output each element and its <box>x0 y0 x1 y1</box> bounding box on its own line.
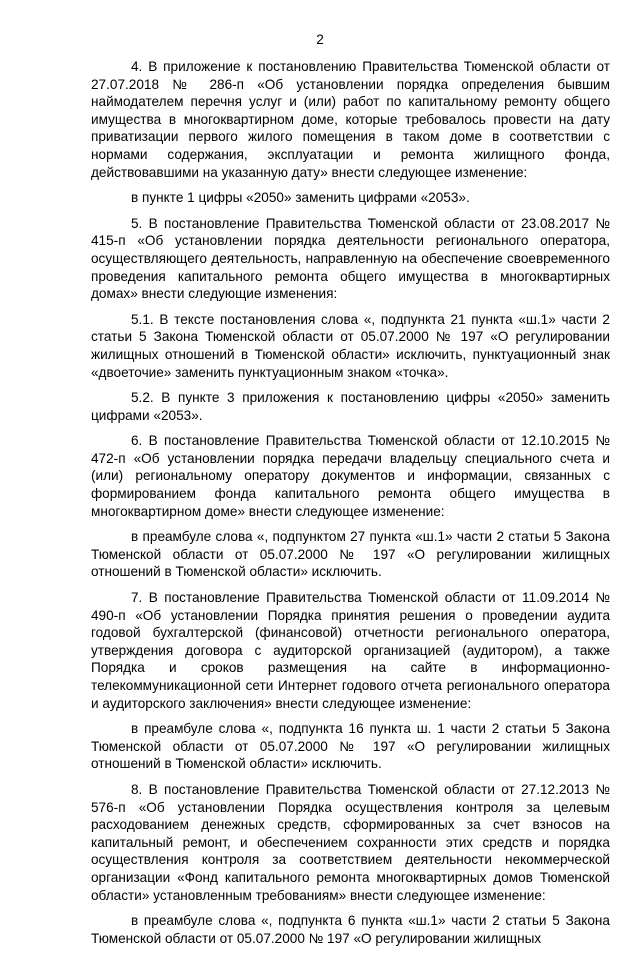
paragraph-item-6-change: в преамбуле слова «, подпунктом 27 пункта «ш.1» части 2 статьи 5 Закона Тюменской области от 05.07.2000 № 197 «О регулировании жилищных отношений в Тюменской области» исключить. <box>91 529 610 580</box>
paragraph-item-5-2: 5.2. В пункте 3 приложения к постановлению цифры «2050» заменить цифрами «2053». <box>91 390 610 423</box>
paragraph-item-7-change: в преамбуле слова «, подпункта 16 пункта ш. 1 части 2 статьи 5 Закона Тюменской области от 05.07.2000 № 197 «О регулировании жилищных отношений в Тюменской области» исключить. <box>91 721 610 772</box>
paragraph-item-5-1: 5.1. В тексте постановления слова «, подпункта 21 пункта «ш.1» части 2 статьи 5 Закона Тюменской области от 05.07.2000 № 197 «О регулировании жилищных отношений в Тюменской области» исключить, пунктуационный знак «двоеточие» заменить пунктуационным знаком «точка». <box>91 311 610 380</box>
paragraph-item-8: 8. В постановление Правительства Тюменской области от 27.12.2013 № 576-п «Об установлении Порядка осуществления контроля за целевым расходованием денежных средств, сформированных за счет взносов на капитальный ремонт, и обеспечением сохранности этих средств и порядка осуществления контроля за соответствием деятельности некоммерческой организации «Фонд капитального ремонта многоквартирных домов Тюменской области» установленным требованиям» внести следующее изменение: <box>91 781 610 903</box>
document-body <box>91 58 610 955</box>
page-number: 2 <box>316 32 324 47</box>
paragraph-item-8-change: в преамбуле слова «, подпункта 6 пункта «ш.1» части 2 статьи 5 Закона Тюменской области от 05.07.2000 № 197 «О регулировании жилищных <box>91 913 610 946</box>
paragraph-item-4-change: в пункте 1 цифры «2050» заменить цифрами «2053». <box>131 190 470 206</box>
paragraph-item-5: 5. В постановление Правительства Тюменской области от 23.08.2017 № 415-п «Об установлении порядка деятельности регионального оператора, осуществляющего деятельность, направленную на обеспечение своевременного проведения капитального ремонта общего имущества в многоквартирных домах» внести следующие изменения: <box>91 215 610 302</box>
paragraph-item-6: 6. В постановление Правительства Тюменской области от 12.10.2015 № 472-п «Об установлении порядка передачи владельцу специального счета и (или) региональному оператору документов и информации, связанных с формированием фонда капитального ремонта общего имущества в многоквартирном доме» внести следующее изменение: <box>91 433 610 519</box>
paragraph-item-4: 4. В приложение к постановлению Правительства Тюменской области от 27.07.2018 № 286-п «Об установлении порядка определения бывшим наймодателем перечня услуг и (или) работ по капитальному ремонту общего имущества в многоквартирном доме, которые требовалось провести на дату приватизации первого жилого помещения в таком доме в соответствии с нормами содержания, эксплуатации и ремонта жилищного фонда, действовавшими на указанную дату» внести следующее изменение: <box>91 59 610 180</box>
paragraph-item-7: 7. В постановление Правительства Тюменской области от 11.09.2014 № 490-п «Об установлении Порядка принятия решения о проведении аудита годовой бухгалтерской (финансовой) отчетности регионального оператора, утверждения договора с аудиторской организацией (аудитором), а также Порядка и сроков размещения на сайте в информационно-телекоммуникационной сети Интернет годового отчета регионального оператора и аудиторского заключения» внести следующее изменение: <box>91 590 610 711</box>
